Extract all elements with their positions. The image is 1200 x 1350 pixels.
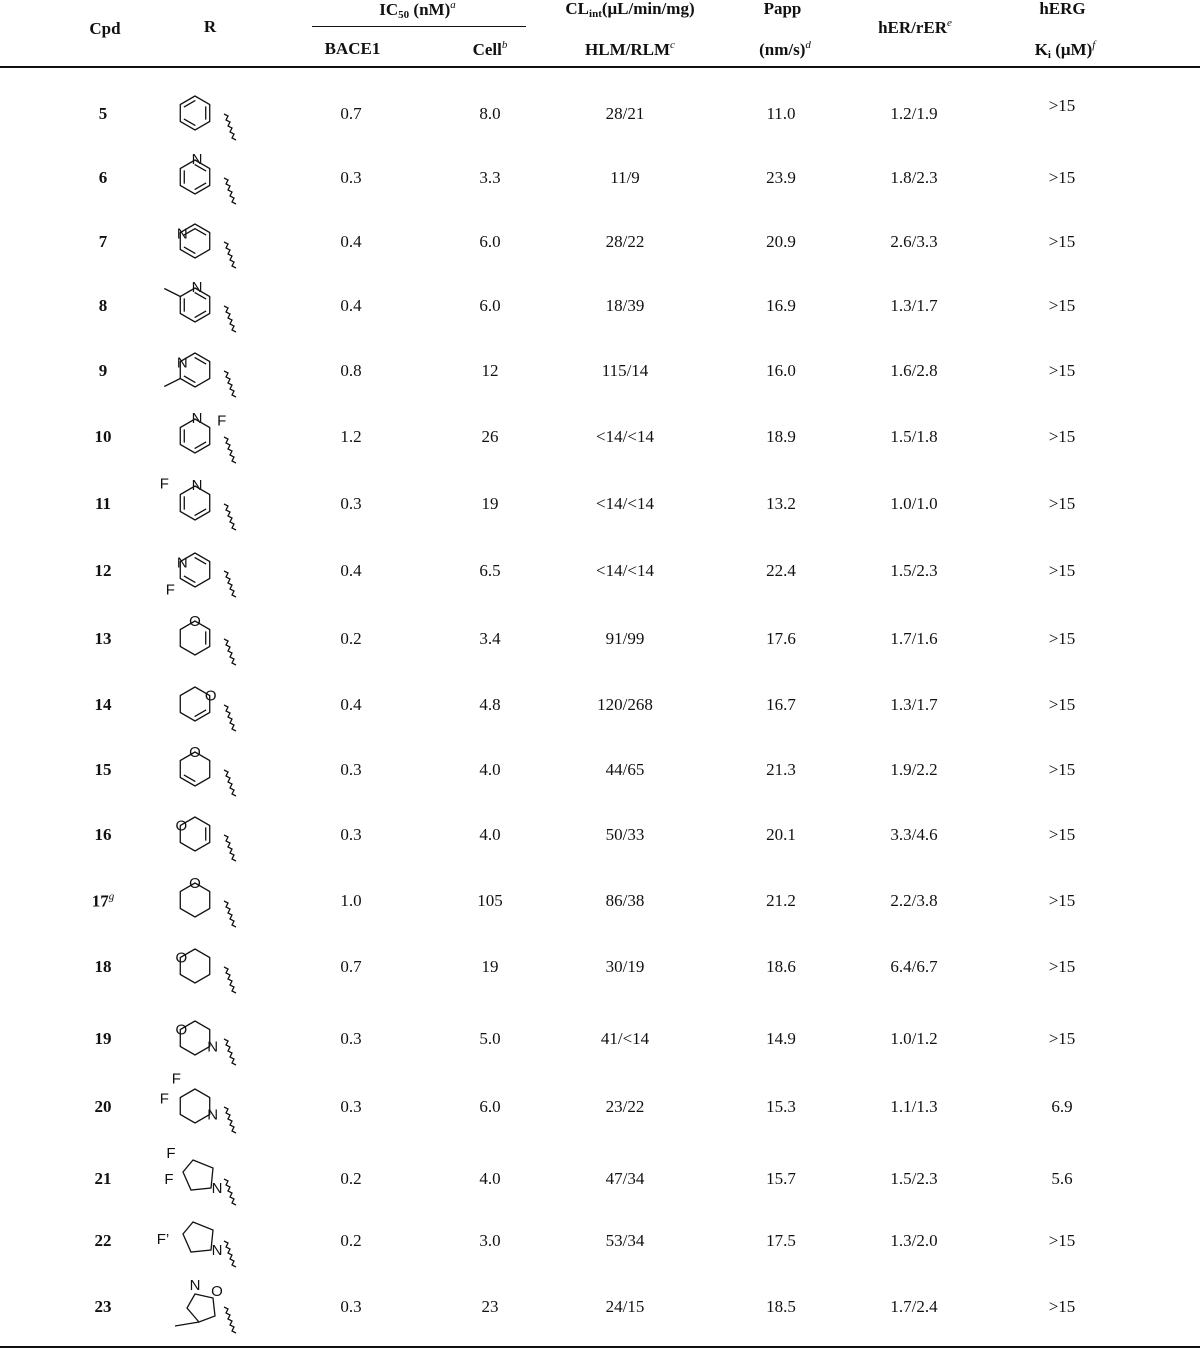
compound-number xyxy=(95,427,112,447)
clint-value: 24/15 xyxy=(605,1297,645,1316)
bace1-value: 0.3 xyxy=(340,760,362,779)
r-group-structure xyxy=(155,1276,265,1338)
svg-text:N: N xyxy=(211,1242,223,1259)
her-ratio-value: 6.4/6.7 xyxy=(890,957,938,976)
bace1-value: 0.4 xyxy=(340,296,362,315)
cell-value: 12 xyxy=(481,361,499,380)
her-ratio-value: 1.3/1.7 xyxy=(890,296,938,315)
her-ratio-value: 1.3/2.0 xyxy=(890,1231,938,1250)
r-group-structure xyxy=(155,147,265,209)
clint-value: <14/<14 xyxy=(596,427,654,446)
cell-value: 26 xyxy=(481,427,499,446)
r-group-structure xyxy=(155,870,265,932)
her-ratio-value: 1.5/2.3 xyxy=(890,561,938,580)
papp-value: 17.6 xyxy=(766,629,796,648)
r-group-structure xyxy=(155,406,265,468)
compound-id: 16 xyxy=(94,825,112,844)
compound-id: 14 xyxy=(94,695,112,714)
papp-value: 15.3 xyxy=(766,1097,796,1116)
compound-id: 18 xyxy=(94,957,112,976)
header-r: R xyxy=(203,17,217,36)
compound-id: 10 xyxy=(94,427,112,446)
bace1-value: 0.3 xyxy=(340,168,362,187)
papp-value: 18.5 xyxy=(766,1297,796,1316)
r-group-structure xyxy=(155,804,265,866)
herg-ki-value: >15 xyxy=(1048,361,1076,380)
bace1-value: 0.3 xyxy=(340,1029,362,1048)
bace1-value: 0.8 xyxy=(340,361,362,380)
svg-text:O: O xyxy=(175,817,188,835)
papp-value: 14.9 xyxy=(766,1029,796,1048)
r-group-structure xyxy=(155,540,265,602)
compound-number xyxy=(99,361,108,381)
compound-number xyxy=(95,760,112,780)
papp-value: 18.6 xyxy=(766,957,796,976)
bace1-value: 1.0 xyxy=(340,891,362,910)
compound-id: 6 xyxy=(98,168,108,187)
her-ratio-value: 3.3/4.6 xyxy=(890,825,938,844)
cell-value: 6.0 xyxy=(479,232,501,251)
compound-number xyxy=(95,957,112,977)
r-group-structure xyxy=(155,739,265,801)
papp-value: 11.0 xyxy=(766,104,796,123)
bace1-value: 0.3 xyxy=(340,1097,362,1116)
papp-value: 16.9 xyxy=(766,296,796,315)
clint-value: 44/65 xyxy=(605,760,645,779)
svg-text:N: N xyxy=(176,225,188,243)
compound-number xyxy=(95,1231,112,1251)
papp-value: 16.7 xyxy=(766,695,796,714)
compound-number xyxy=(99,232,108,252)
bace1-value: 1.2 xyxy=(340,427,362,446)
bace1-value: 0.4 xyxy=(340,232,362,251)
r-group-structure xyxy=(155,674,265,736)
svg-text:N: N xyxy=(207,1106,219,1124)
compound-id: 19 xyxy=(94,1029,112,1048)
compound-number xyxy=(95,494,111,514)
header-ic50: $IC_{50}$ (nM)$^a$ xyxy=(379,0,456,21)
herg-ki-value: >15 xyxy=(1048,168,1076,187)
svg-text:N: N xyxy=(191,477,203,494)
r-group-structure xyxy=(155,275,265,337)
cell-value: 105 xyxy=(477,891,503,910)
herg-ki-value: >15 xyxy=(1048,96,1076,115)
bace1-value: 0.7 xyxy=(340,957,362,976)
her-ratio-value: 1.8/2.3 xyxy=(890,168,938,187)
compound-number xyxy=(95,695,112,715)
herg-ki-value: 5.6 xyxy=(1051,1169,1073,1188)
header-bace1: BACE1 xyxy=(324,39,381,58)
r-group-structure xyxy=(155,83,265,145)
bace1-value: 0.2 xyxy=(340,1169,362,1188)
bace1-value: 0.4 xyxy=(340,561,362,580)
table-bottom-rule xyxy=(0,1346,1200,1348)
header-papp-units: $(nm/s)^d$ xyxy=(759,39,811,59)
svg-text:O: O xyxy=(175,1021,188,1039)
r-group-structure xyxy=(155,1070,265,1138)
herg-ki-value: >15 xyxy=(1048,760,1076,779)
cell-value: 5.0 xyxy=(479,1029,501,1048)
clint-value: 30/19 xyxy=(605,957,645,976)
compound-id: 23 xyxy=(94,1297,112,1316)
compound-id: 5 xyxy=(98,104,108,123)
bace1-value: 0.2 xyxy=(340,1231,362,1250)
papp-value: 15.7 xyxy=(766,1169,796,1188)
header-papp: Papp xyxy=(763,0,802,18)
svg-text:O: O xyxy=(189,875,201,892)
papp-value: 16.0 xyxy=(766,361,796,380)
header-herg: hERG xyxy=(1039,0,1086,18)
clint-value: 53/34 xyxy=(605,1231,645,1250)
cell-value: 6.0 xyxy=(479,1097,501,1116)
her-ratio-value: 1.7/1.6 xyxy=(890,629,938,648)
compound-id: 7 xyxy=(98,232,108,251)
svg-text:F: F xyxy=(159,475,169,493)
her-ratio-value: 1.5/2.3 xyxy=(890,1169,938,1188)
compound-id: 12 xyxy=(94,561,112,580)
herg-ki-value: >15 xyxy=(1048,561,1076,580)
papp-value: 23.9 xyxy=(766,168,796,187)
compound-id: 15 xyxy=(94,760,112,779)
bace1-value: 0.4 xyxy=(340,695,362,714)
compound-id: 17 xyxy=(91,891,109,911)
compound-id: 11 xyxy=(94,494,112,513)
bace1-value: 0.2 xyxy=(340,629,362,648)
svg-text:F’: F’ xyxy=(156,1231,170,1248)
papp-value: 22.4 xyxy=(766,561,796,580)
clint-value: 91/99 xyxy=(605,629,645,648)
her-ratio-value: 1.0/1.0 xyxy=(890,494,938,513)
compound-id: 8 xyxy=(98,296,108,315)
her-ratio-value: 1.9/2.2 xyxy=(890,760,938,779)
papp-value: 17.5 xyxy=(766,1231,796,1250)
herg-ki-value: >15 xyxy=(1048,1297,1076,1316)
cell-value: 6.0 xyxy=(479,296,501,315)
compound-number xyxy=(99,104,108,124)
papp-value: 18.9 xyxy=(766,427,796,446)
her-ratio-value: 1.1/1.3 xyxy=(890,1097,938,1116)
herg-ki-value: >15 xyxy=(1048,891,1076,910)
header-bottom-rule xyxy=(0,66,1200,68)
svg-text:N: N xyxy=(176,554,188,572)
herg-ki-value: >15 xyxy=(1048,629,1076,648)
svg-text:N: N xyxy=(189,1277,201,1294)
cell-value: 3.3 xyxy=(479,168,501,187)
her-ratio-value: 1.6/2.8 xyxy=(890,361,938,380)
clint-value: 50/33 xyxy=(605,825,645,844)
svg-text:O: O xyxy=(211,1283,223,1300)
herg-ki-value: >15 xyxy=(1048,494,1076,513)
cell-value: 4.8 xyxy=(479,695,501,714)
clint-value: 11/9 xyxy=(610,168,640,187)
cell-value: 23 xyxy=(481,1297,499,1316)
herg-ki-value: >15 xyxy=(1048,232,1076,251)
svg-text:N: N xyxy=(191,410,203,427)
cell-value: 3.0 xyxy=(479,1231,501,1250)
compound-id: 20 xyxy=(94,1097,112,1116)
her-ratio-value: 1.0/1.2 xyxy=(890,1029,938,1048)
svg-text:F: F xyxy=(164,1171,174,1188)
compound-id: 9 xyxy=(98,361,108,380)
papp-value: 20.9 xyxy=(766,232,796,251)
compound-id: 13 xyxy=(94,629,112,648)
compound-id: 22 xyxy=(94,1231,112,1250)
svg-text:F: F xyxy=(159,1090,169,1108)
compound-number xyxy=(95,1029,112,1049)
compound-number xyxy=(95,825,112,845)
header-hlm-rlm: HLM/RLM$^c$ xyxy=(585,39,675,59)
svg-text:O: O xyxy=(204,687,217,705)
clint-value: 23/22 xyxy=(605,1097,645,1116)
papp-value: 21.3 xyxy=(766,760,796,779)
compound-number xyxy=(92,891,115,912)
clint-value: 115/14 xyxy=(601,361,649,380)
cell-value: 4.0 xyxy=(479,825,501,844)
clint-value: 18/39 xyxy=(605,296,645,315)
cell-value: 6.5 xyxy=(479,561,501,580)
herg-ki-value: >15 xyxy=(1048,957,1076,976)
svg-text:N: N xyxy=(176,354,188,372)
svg-text:F: F xyxy=(166,1145,176,1162)
clint-value: <14/<14 xyxy=(596,494,654,513)
clint-value: 47/34 xyxy=(605,1169,645,1188)
clint-value: 41/<14 xyxy=(600,1029,650,1048)
papp-value: 21.2 xyxy=(766,891,796,910)
bace1-value: 0.3 xyxy=(340,825,362,844)
r-group-structure xyxy=(155,1145,265,1210)
her-ratio-value: 1.2/1.9 xyxy=(890,104,938,123)
compound-number xyxy=(95,1169,112,1189)
svg-text:N: N xyxy=(191,151,203,168)
her-ratio-value: 2.2/3.8 xyxy=(890,891,938,910)
clint-value: 28/22 xyxy=(605,232,645,251)
herg-ki-value: >15 xyxy=(1048,1231,1076,1250)
her-ratio-value: 1.3/1.7 xyxy=(890,695,938,714)
svg-text:N: N xyxy=(207,1038,219,1056)
r-group-structure xyxy=(155,1210,265,1272)
herg-ki-value: >15 xyxy=(1048,825,1076,844)
r-group-structure xyxy=(155,211,265,273)
compound-number xyxy=(99,296,108,316)
her-ratio-value: 1.5/1.8 xyxy=(890,427,938,446)
herg-ki-value: >15 xyxy=(1048,427,1076,446)
compound-number xyxy=(99,168,108,188)
cell-value: 8.0 xyxy=(479,104,501,123)
bace1-value: 0.3 xyxy=(340,494,362,513)
header-her: hER/rER$^e$ xyxy=(878,17,952,37)
svg-text:N: N xyxy=(191,279,203,296)
herg-ki-value: 6.9 xyxy=(1051,1097,1073,1116)
clint-value: 86/38 xyxy=(605,891,645,910)
cell-value: 19 xyxy=(481,494,499,513)
svg-text:F: F xyxy=(171,1070,181,1088)
header-herg-ki: $K_i$ $(\mu M)^f$ xyxy=(1034,39,1096,61)
cell-value: 4.0 xyxy=(479,1169,501,1188)
r-group-structure xyxy=(155,473,265,535)
clint-value: 120/268 xyxy=(597,695,653,714)
header-clint: $CL_{int}(\mu L/\min/mg)$ xyxy=(565,0,695,20)
svg-text:F: F xyxy=(217,412,227,430)
compound-number xyxy=(95,1297,112,1317)
compound-id: 21 xyxy=(94,1169,112,1188)
svg-text:N: N xyxy=(211,1180,223,1197)
header-cpd: Cpd xyxy=(89,19,121,38)
svg-text:O: O xyxy=(175,949,188,967)
svg-text:O: O xyxy=(189,613,201,630)
svg-text:F: F xyxy=(165,581,175,599)
header-cell: Cell$^b$ xyxy=(472,39,508,59)
r-group-structure xyxy=(155,608,265,670)
r-group-structure xyxy=(155,340,265,402)
bace1-value: 0.7 xyxy=(340,104,362,123)
bace1-value: 0.3 xyxy=(340,1297,362,1316)
her-ratio-value: 2.6/3.3 xyxy=(890,232,938,251)
herg-ki-value: >15 xyxy=(1048,1029,1076,1048)
herg-ki-value: >15 xyxy=(1048,296,1076,315)
r-group-structure xyxy=(155,1008,265,1070)
svg-text:O: O xyxy=(189,744,201,761)
cell-value: 19 xyxy=(481,957,499,976)
clint-value: 28/21 xyxy=(605,104,645,123)
herg-ki-value: >15 xyxy=(1048,695,1076,714)
compound-number xyxy=(95,1097,112,1117)
header-ic50-rule xyxy=(312,26,526,27)
compound-number xyxy=(95,561,112,581)
compound-number xyxy=(95,629,112,649)
cell-value: 4.0 xyxy=(479,760,501,779)
clint-value: <14/<14 xyxy=(596,561,654,580)
r-group-structure xyxy=(155,936,265,998)
footnote-marker: g xyxy=(108,890,115,903)
papp-value: 13.2 xyxy=(766,494,796,513)
papp-value: 20.1 xyxy=(766,825,796,844)
cell-value: 3.4 xyxy=(479,629,501,648)
her-ratio-value: 1.7/2.4 xyxy=(890,1297,938,1316)
